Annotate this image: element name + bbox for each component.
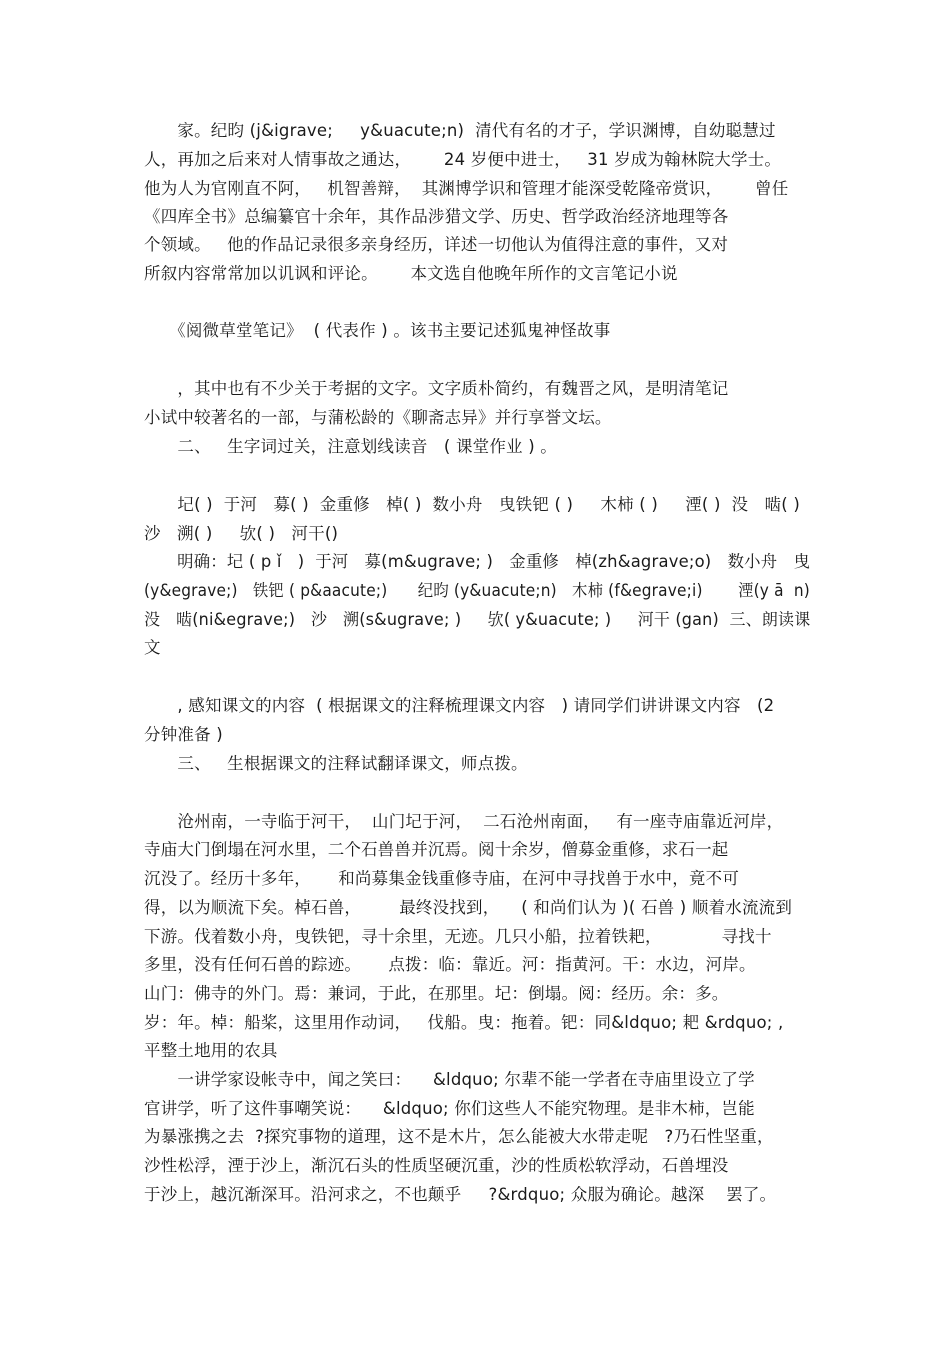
text-line: 山门：佛寺的外门。焉：兼词，于此，在那里。圮：倒塌。阅：经历。余：多。 <box>144 984 729 1003</box>
text-line: 所叙内容常常加以讥讽和评论。 本文选自他晚年所作的文言笔记小说 <box>144 264 678 283</box>
text-line: 分钟准备 ) <box>144 725 223 744</box>
text-line: 官讲学，听了这件事嘲笑说： &ldquo; 你们这些人不能究物理。是非木柿，岂能 <box>144 1099 755 1118</box>
text-line: , 感知课文的内容 ( 根据课文的注释梳理课文内容 ) 请同学们讲讲课文内容 (2 <box>144 696 775 715</box>
text-line: 得，以为顺流下矣。棹石兽， 最终没找到， ( 和尚们认为 )( 石兽 ) 顺着水流流到 <box>144 898 793 917</box>
text-line: 沙性松浮，湮于沙上，渐沉石头的性质坚硬沉重，沙的性质松软浮动，石兽埋没 <box>144 1156 729 1175</box>
text-line: 一讲学家设帐寺中，闻之笑曰： &ldquo; 尔辈不能一学者在寺庙里设立了学 <box>144 1070 755 1089</box>
text-line: 文 <box>144 638 161 657</box>
text-line: 沉没了。经历十多年， 和尚募集金钱重修寺庙，在河中寻找兽于水中，竟不可 <box>144 869 740 888</box>
section-heading: 二、 生字词过关，注意划线读音 ( 课堂作业 ) 。 <box>144 437 557 456</box>
text-line: 明确：圮 ( p ǐ ) 于河 募(m&ugrave; ) 金重修 棹(zh&agrave;o) 数小舟 曳 <box>144 552 811 571</box>
section-heading: 三、 生根据课文的注释试翻译课文，师点拨。 <box>144 754 528 773</box>
text-line: 家。纪昀 (j&igrave; y&uacute;n) 清代有名的才子，学识渊博，自幼聪慧过 <box>144 121 776 140</box>
text-line: 他为人为官刚直不阿， 机智善辩， 其渊博学识和管理才能深受乾隆帝赏识， 曾任 <box>144 179 789 198</box>
text-line: 个领域。 他的作品记录很多亲身经历，详述一切他认为值得注意的事件，又对 <box>144 235 729 254</box>
text-line: 为暴涨携之去 ?探究事物的道理，这不是木片，怎么能被大水带走呢 ?乃石性坚重， <box>144 1127 774 1146</box>
text-line: 小试中较著名的一部，与蒲松龄的《聊斋志异》并行享誉文坛。 <box>144 408 612 427</box>
text-line: 下游。伐着数小舟，曳铁钯，寻十余里，无迹。几只小船，拉着铁耙， 寻找十 <box>144 927 772 946</box>
text-line: ，其中也有不少关于考据的文字。文字质朴简约，有魏晋之风，是明清笔记 <box>144 379 729 398</box>
text-line: 《阅微草堂笔记》 ( 代表作 ) 。该书主要记述狐鬼神怪故事 <box>144 321 611 340</box>
text-line: 多里，没有任何石兽的踪迹。 点拨：临：靠近。河：指黄河。干：水边，河岸。 <box>144 955 756 974</box>
text-line: 沙 溯( ) 欤( ) 河干() <box>144 524 339 543</box>
text-line: 寺庙大门倒塌在河水里，二个石兽兽并沉焉。阅十余岁，僧募金重修，求石一起 <box>144 840 729 859</box>
text-line: 没 啮(ni&egrave;) 沙 溯(s&ugrave; ) 欤( y&uacute; ) 河干 (gan) 三、朗读课 <box>144 610 811 629</box>
text-line: 岁：年。棹：船桨，这里用作动词， 伐船。曳：拖着。钯：同&ldquo; 耙 &rdquo; , <box>144 1013 784 1032</box>
text-line: 沧州南，一寺临于河干， 山门圮于河， 二石沧州南面， 有一座寺庙靠近河岸， <box>144 812 784 831</box>
text-line: 《四库全书》总编纂官十余年，其作品涉猎文学、历史、哲学政治经济地理等各 <box>144 207 729 226</box>
text-line: 人，再加之后来对人情事故之通达， 24 岁便中进士， 31 岁成为翰林院大学士。 <box>144 150 782 169</box>
text-line: 平整土地用的农具 <box>144 1041 278 1060</box>
text-line: 于沙上，越沉渐深耳。沿河求之，不也颠乎 ?&rdquo; 众服为确论。越深 罢了。 <box>144 1185 777 1204</box>
text-line: (y&egrave;) 铁钯 ( p&aacute;) 纪昀 (y&uacute;n) 木柿 (f&egrave;i) 湮(y ā n) <box>144 581 810 600</box>
text-line: 圮( ) 于河 募( ) 金重修 棹( ) 数小舟 曳铁钯 ( ) 木柿 ( ) 湮( ) 没 啮( ) <box>144 495 800 514</box>
